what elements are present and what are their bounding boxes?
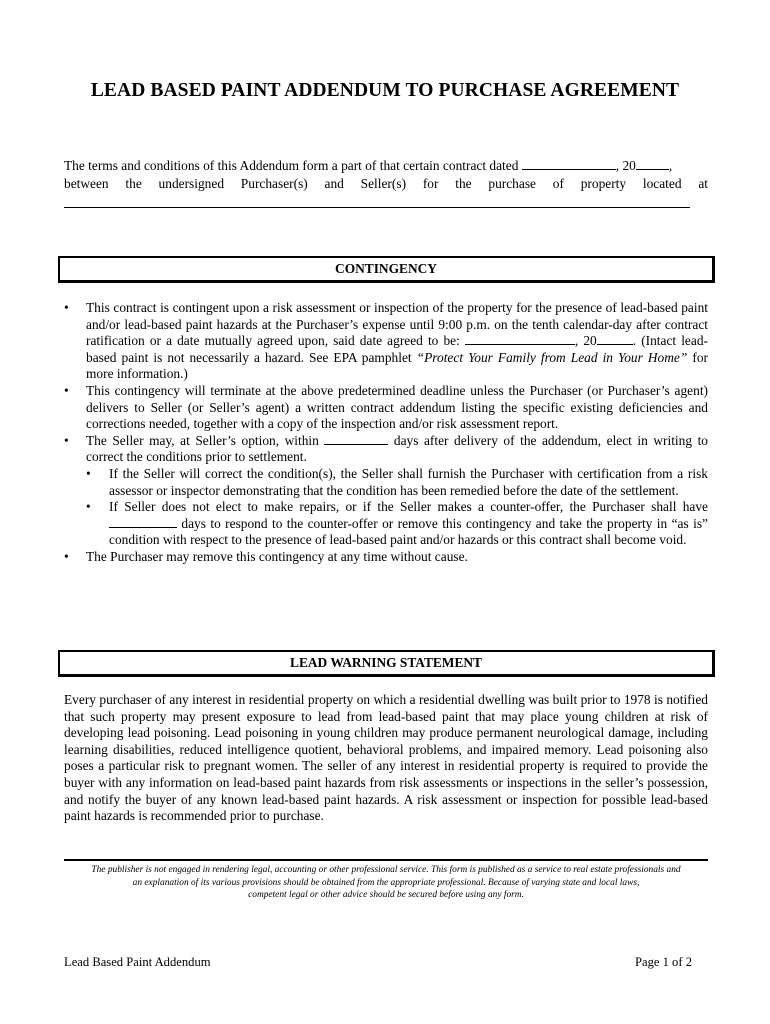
contingency-subitem-1: • If the Seller will correct the condition(s), the Seller shall furnish the Purchaser with certification from a risk assessor or inspector demonstrating that the condition has been remedied before the date of the settlement.: [64, 466, 708, 499]
agreed-date-field[interactable]: [465, 333, 575, 345]
contingency-item-4: • The Purchaser may remove this contingency at any time without cause.: [64, 549, 708, 566]
intro-line-2: between the undersigned Purchaser(s) and Seller(s) for the purchase of property located at: [64, 176, 708, 191]
contingency-item-3-pre: The Seller may, at Seller’s option, within: [86, 432, 319, 448]
epa-note: (Intact lead-based paint is not necessarily a hazard. See EPA pamphlet: [86, 333, 708, 365]
agreed-year-field[interactable]: [597, 333, 633, 345]
agreed-year-prefix: , 20: [574, 333, 597, 349]
lead-warning-heading: LEAD WARNING STATEMENT: [58, 650, 715, 677]
contingency-subitem-2-post: days to respond to the counter-offer or remove this contingency and take the property in “as is” condition with respect to the presence of lead-based paint and/or hazards or this contract shall become void.: [109, 515, 708, 548]
epa-pamphlet-title: “Protect Your Family from Lead in Your Home”: [416, 349, 688, 365]
seller-days-field[interactable]: [324, 433, 388, 445]
contingency-item-2: • This contingency will terminate at the above predetermined deadline unless the Purchaser (or Purchaser’s agent) delivers to Seller (or Seller’s agent) a written contract addendum listing the specific existing deficiencies and corrections needed, together with a copy of the inspection and/or risk assessment report.: [64, 383, 708, 433]
agreed-date-end: .: [632, 333, 637, 349]
disclaimer-line-2: an explanation of its various provisions should be obtained from the appropriate professional. Because of varying state and local laws,: [132, 877, 640, 888]
disclaimer-divider: [64, 859, 708, 861]
intro-line-1: [64, 157, 708, 175]
footer-document-name: Lead Based Paint Addendum: [64, 955, 211, 969]
contract-date-field[interactable]: [522, 158, 616, 170]
contingency-subitem-2-pre: If Seller does not elect to make repairs, or if the Seller makes a counter-offer, the Purchaser shall have: [109, 499, 708, 515]
purchaser-days-field[interactable]: [109, 516, 177, 528]
intro-comma: ,: [668, 158, 673, 173]
document-title: LEAD BASED PAINT ADDENDUM TO PURCHASE AGREEMENT: [90, 80, 680, 101]
disclaimer-line-3: competent legal or other advice should be secured before using any form.: [248, 890, 524, 900]
contingency-item-3: [64, 433, 708, 549]
intro-text: The terms and conditions of this Addendum form a part of that certain contract dated: [64, 158, 519, 173]
contingency-item-3-post: days after delivery of the addendum, elect in writing to correct the conditions prior to settlement.: [86, 432, 708, 465]
lead-warning-text: Every purchaser of any interest in residential property on which a residential dwelling was built prior to 1978 is notified that such property may present exposure to lead from lead-based paint that may place young children at risk of developing lead poisoning. Lead poisoning in young children may produce permanent neurological damage, including learning disabilities, reduced intelligence quotient, behavioral problems, and impaired memory. Lead poisoning also poses a particular risk to pregnant women. The seller of any interest in residential property is required to provide the buyer with any information on lead-based paint hazards from risk assessments or inspections in the seller’s possession, and notify the buyer of any known lead-based paint hazards. A risk assessment or inspection for possible lead-based paint hazards is recommended prior to purchase.: [64, 692, 708, 824]
epa-note-tail: for more information.): [86, 349, 708, 382]
footer-page-number: Page 1 of 2: [634, 955, 692, 969]
contingency-item-1: [64, 300, 708, 383]
contingency-sublist: [64, 466, 708, 549]
contingency-list: [64, 300, 708, 566]
contingency-subitem-2: [64, 499, 708, 549]
intro-paragraph: [64, 157, 708, 208]
contingency-heading: CONTINGENCY: [58, 256, 715, 283]
intro-year-prefix: , 20: [615, 158, 636, 173]
contingency-item-1-text: This contract is contingent upon a risk assessment or inspection of the property for the presence of lead-based paint and/or lead-based paint hazards at the Purchaser’s expense until 9:00 p.m. on the tenth calendar-day after contract ratification or a date mutually agreed upon, said date agreed to be:: [86, 300, 708, 349]
contract-year-field[interactable]: [636, 158, 669, 170]
disclaimer-line-1: The publisher is not engaged in rendering legal, accounting or other professional service. This form is published as a service to real estate professionals and: [91, 865, 681, 875]
property-address-field[interactable]: [64, 207, 690, 208]
publisher-disclaimer: [64, 864, 708, 902]
